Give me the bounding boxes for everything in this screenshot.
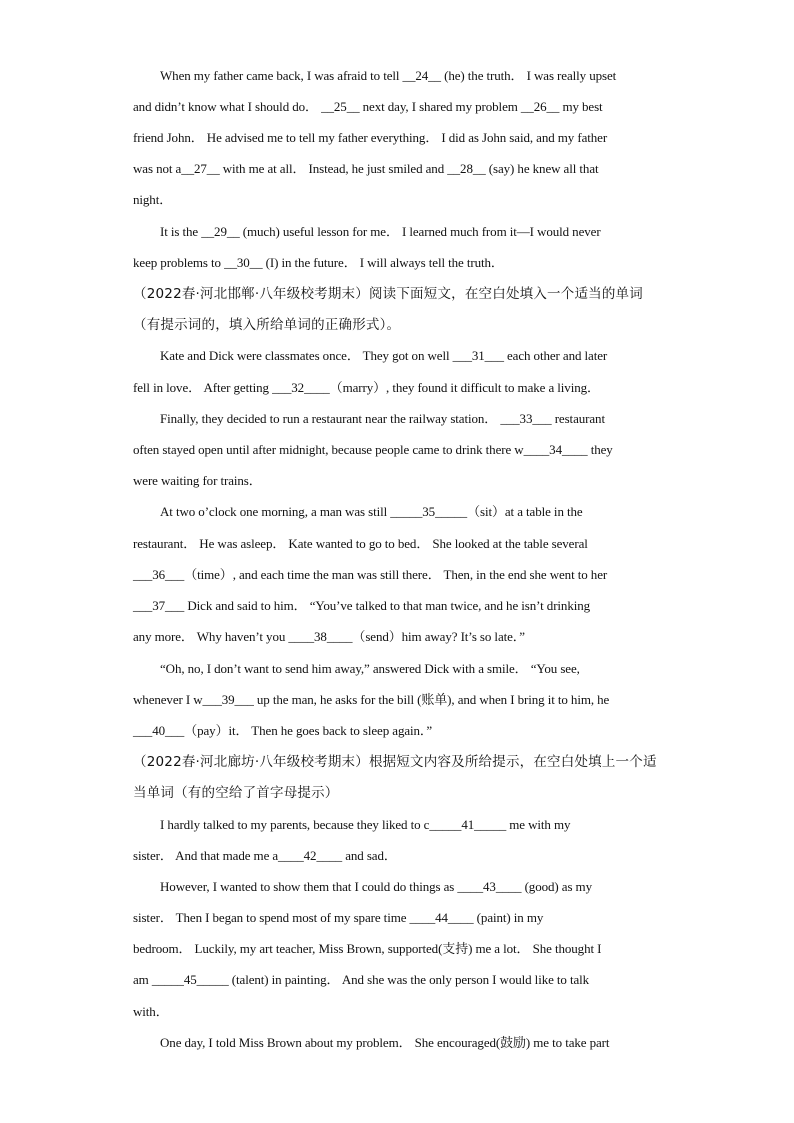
paragraph-line: whenever I w___39___ up the man, he asks for the bill (账单), and when I bring it to him, he (133, 692, 610, 707)
paragraph-line: ___36___（time）, and each time the man was still there． Then, in the end she went to her (133, 567, 608, 582)
paragraph-line: fell in love． After getting ___32____（marry）, they found it difficult to make a living． (133, 380, 600, 395)
paragraph-line: It is the __29__ (much) useful lesson for me． I learned much from it—I would never (160, 224, 601, 239)
section-instruction: （有提示词的，填入所给单词的正确形式）。 (133, 317, 401, 333)
paragraph-line: I hardly talked to my parents, because they liked to c_____41_____ me with my (160, 817, 571, 832)
paragraph-line: Finally, they decided to run a restaurant near the railway station． ___33___ restaurant (160, 411, 605, 426)
paragraph-line: However, I wanted to show them that I could do things as ____43____ (good) as my (160, 879, 592, 894)
paragraph-line: night． (133, 192, 173, 207)
section-instruction: （2022春·河北廊坊·八年级校考期末）根据短文内容及所给提示，在空白处填上一个适 (133, 754, 657, 770)
paragraph-line: ___40___（pay）it． Then he goes back to sleep again．” (133, 723, 433, 738)
paragraph-line: were waiting for trains． (133, 473, 262, 488)
paragraph-line: was not a__27__ with me at all． Instead, he just smiled and __28__ (say) he knew all that (133, 161, 599, 176)
section-instruction: （2022春·河北邯郸·八年级校考期末）阅读下面短文，在空白处填入一个适当的单词 (133, 286, 643, 302)
paragraph-line: ___37___ Dick and said to him． “You’ve talked to that man twice, and he isn’t drinking (133, 598, 591, 613)
paragraph-line: Kate and Dick were classmates once． They got on well ___31___ each other and later (160, 348, 608, 363)
section-instruction: 当单词（有的空给了首字母提示） (133, 785, 339, 801)
paragraph-line: friend John． He advised me to tell my father everything． I did as John said, and my father (133, 130, 608, 145)
paragraph-line: with． (133, 1004, 169, 1019)
paragraph-line: often stayed open until after midnight, because people came to drink there w____34____ they (133, 442, 613, 457)
paragraph-line: keep problems to __30__ (I) in the future． I will always tell the truth． (133, 255, 504, 270)
paragraph-line: “Oh, no, I don’t want to send him away,” answered Dick with a smile． “You see, (160, 661, 580, 676)
paragraph-line: When my father came back, I was afraid to tell __24__ (he) the truth． I was really upset (160, 68, 617, 83)
paragraph-line: any more． Why haven’t you ____38____（send）him away? It’s so late．” (133, 629, 525, 644)
paragraph-line: At two o’clock one morning, a man was still _____35_____（sit）at a table in the (160, 504, 583, 519)
paragraph-line: am _____45_____ (talent) in painting． And she was the only person I would like to talk (133, 972, 590, 987)
paragraph-line: sister． And that made me a____42____ and sad． (133, 848, 397, 863)
paragraph-line: bedroom． Luckily, my art teacher, Miss Brown, supported(支持) me a lot． She thought I (133, 941, 602, 956)
paragraph-line: restaurant． He was asleep． Kate wanted to go to bed． She looked at the table several (133, 536, 588, 551)
paragraph-line: sister． Then I began to spend most of my spare time ____44____ (paint) in my (133, 910, 544, 925)
paragraph-line: One day, I told Miss Brown about my problem． She encouraged(鼓励) me to take part (160, 1035, 610, 1050)
paragraph-line: and didn’t know what I should do． __25__ next day, I shared my problem __26__ my best (133, 99, 603, 114)
